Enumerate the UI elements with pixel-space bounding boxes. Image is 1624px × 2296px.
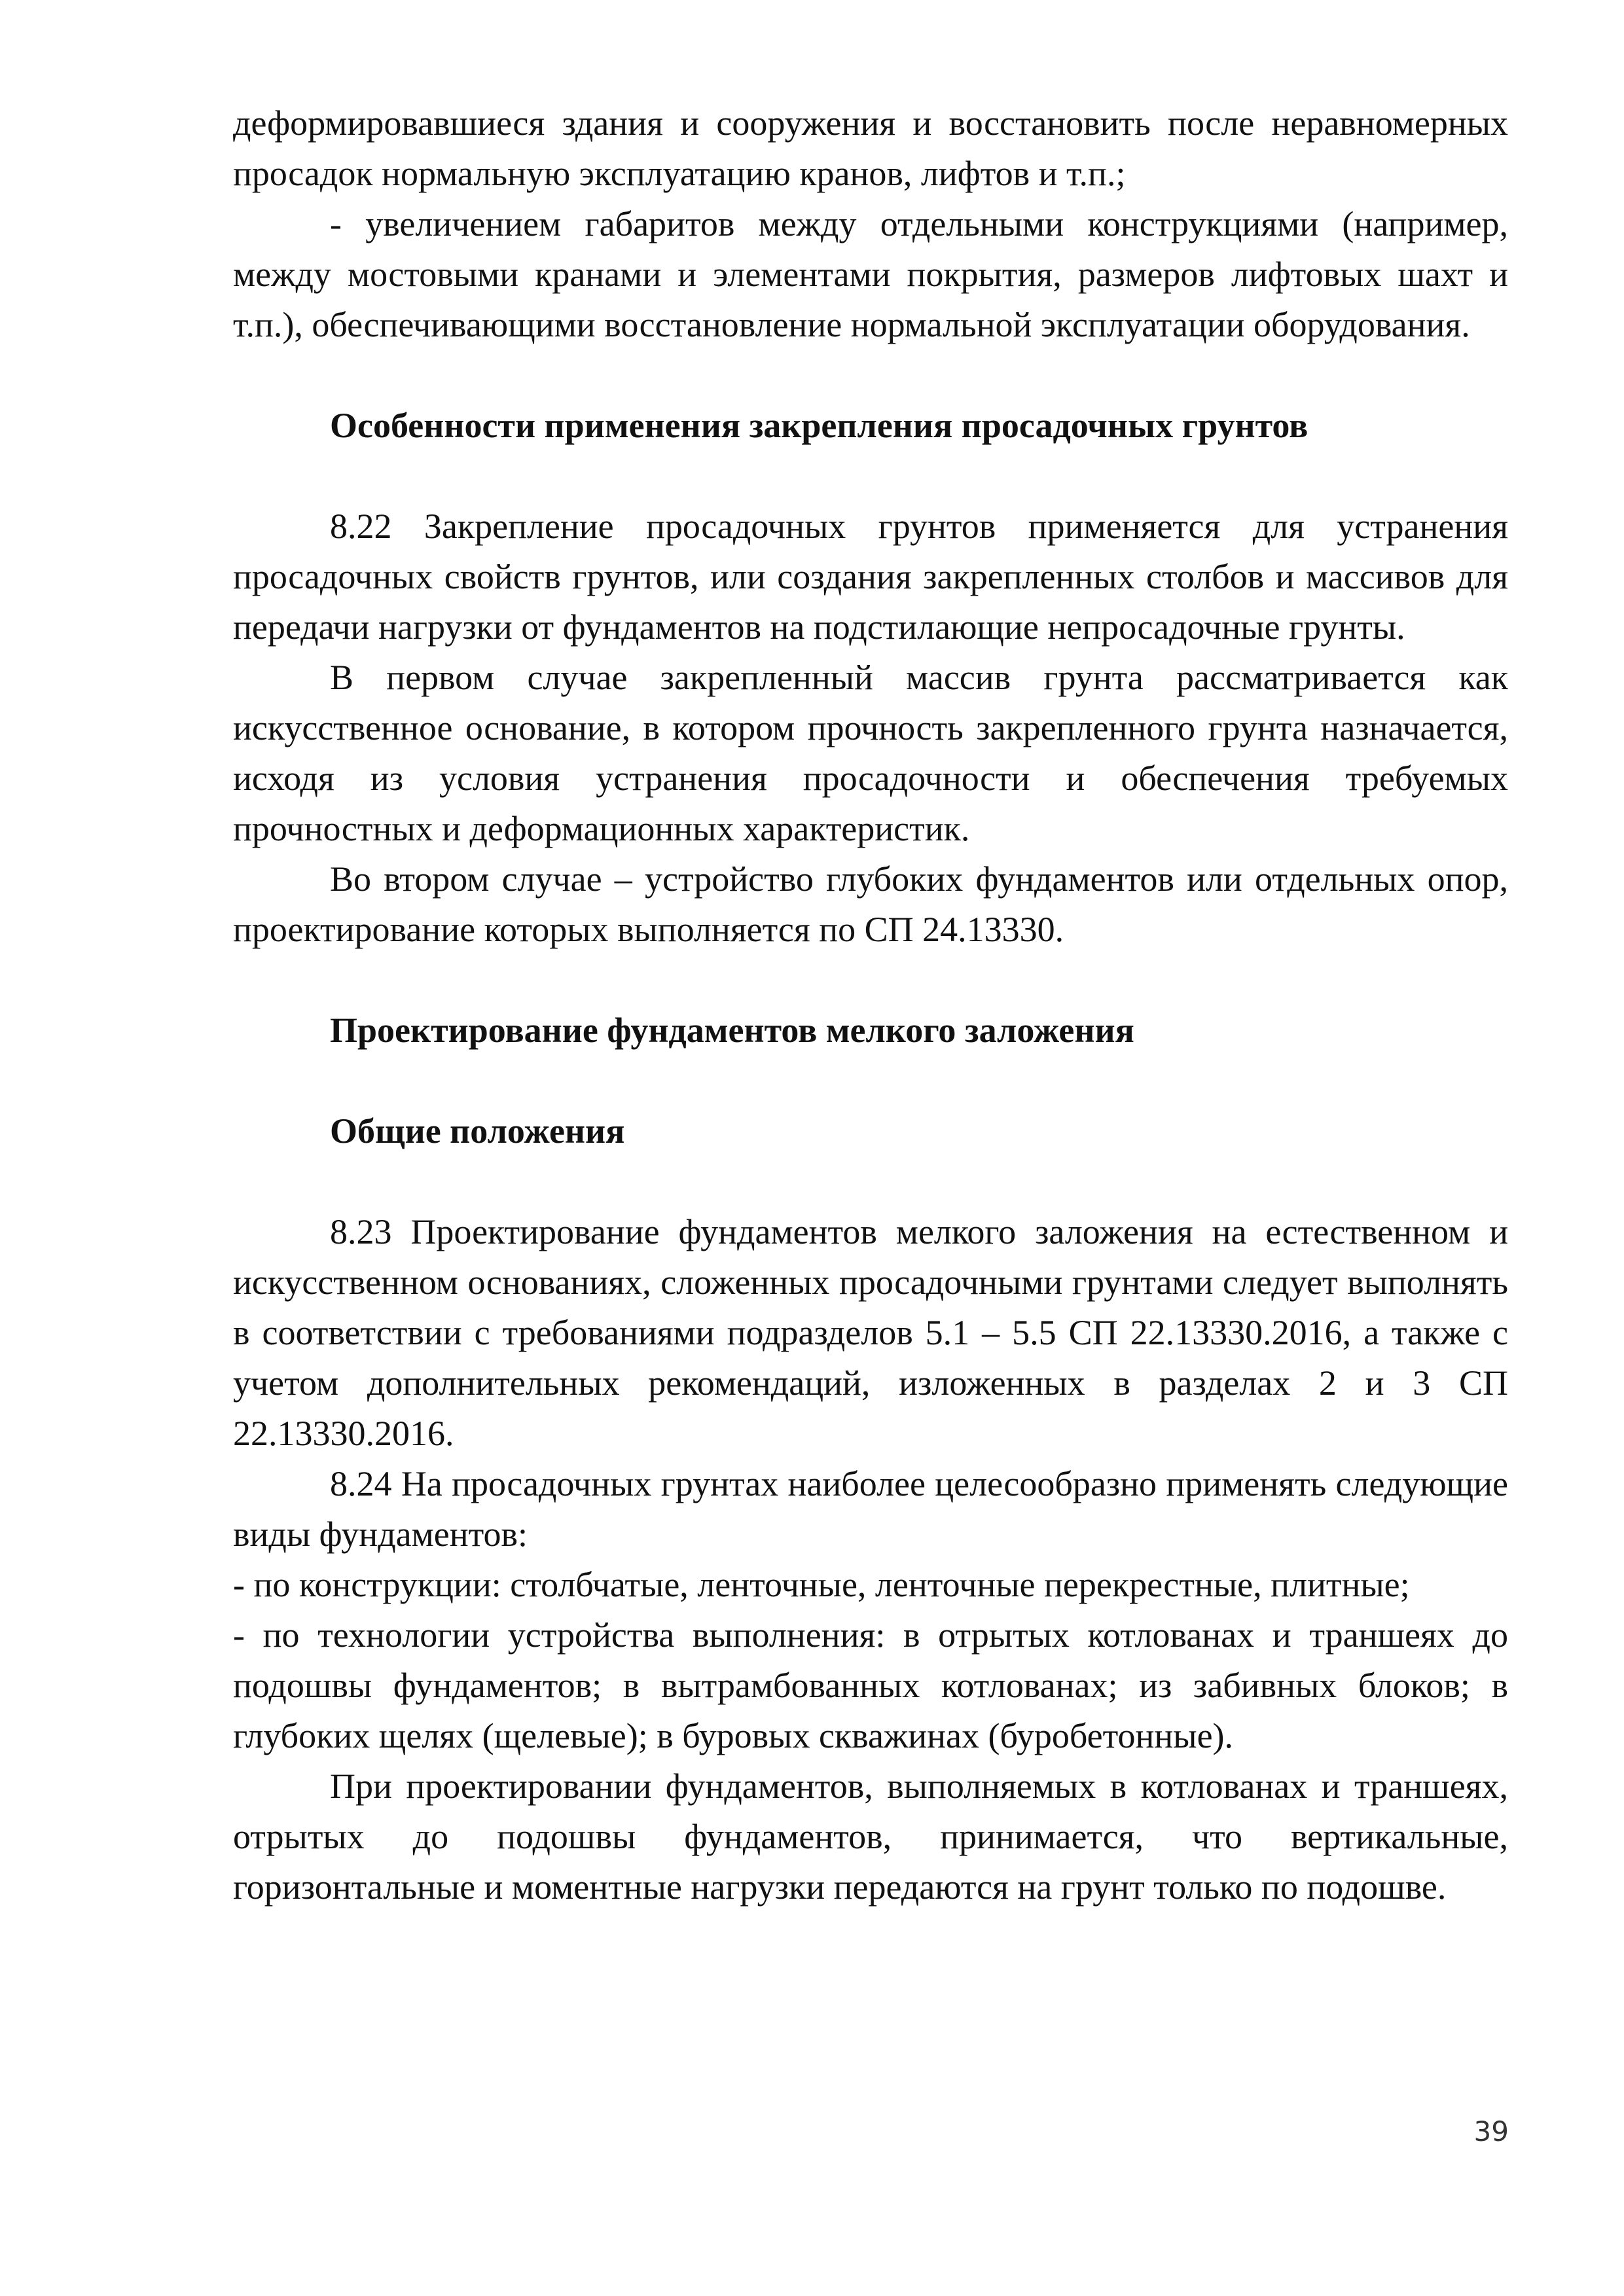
section-heading-soil-fixing: Особенности применения закрепления просадочных грунтов (330, 406, 1308, 445)
paragraph-loads-transfer: При проектировании фундаментов, выполняемых в котлованах и траншеях, отрытых до подошвы фундаментов, принимается, что вертикальные, горизонтальные и моментные нагрузки передаются на грунт только по подошве. (233, 1767, 1508, 1907)
section-heading-shallow-foundations: Проектирование фундаментов мелкого заложения (330, 1011, 1134, 1050)
paragraph-8-24: 8.24 На просадочных грунтах наиболее целесообразно применять следующие виды фундаментов: (233, 1464, 1508, 1554)
subsection-heading-general: Общие положения (330, 1111, 625, 1151)
page-number: 39 (1473, 2115, 1509, 2147)
list-item-by-construction: - по конструкции: столбчатые, ленточные, ленточные перекрестные, плитные; (233, 1565, 1410, 1604)
paragraph-list-item-dimensions: - увеличением габаритов между отдельными конструкциями (например, между мостовыми кранами и элементами покрытия, размеров лифтовых шахт и т.п.), обеспечивающими восстановление нормальной эксплуатации оборудования. (233, 204, 1508, 344)
paragraph-first-case: В первом случае закрепленный массив грунта рассматривается как искусственное основание, в котором прочность закрепленного грунта назначается, исходя из условия устранения просадочности и обеспечения требуемых прочностных и деформационных характеристик. (233, 658, 1508, 848)
paragraph-8-23: 8.23 Проектирование фундаментов мелкого заложения на естественном и искусственном основаниях, сложенных просадочными грунтами следует выполнять в соответствии с требованиями подразделов 5.1 – 5.5 СП 22.13330.2016, а также с учетом дополнительных рекомендаций, изложенных в разделах 2 и 3 СП 22.13330.2016. (233, 1212, 1508, 1453)
paragraph-8-22: 8.22 Закрепление просадочных грунтов применяется для устранения просадочных свойств грунтов, или создания закрепленных столбов и массивов для передачи нагрузки от фундаментов на подстилающие непросадочные грунты. (233, 507, 1508, 647)
list-item-by-technology: - по технологии устройства выполнения: в отрытых котлованах и траншеях до подошвы фундаментов; в вытрамбованных котлованах; из забивных блоков; в глубоких щелях (щелевые); в буровых скважинах (буробетонные). (233, 1615, 1508, 1755)
paragraph-continuation: деформировавшиеся здания и сооружения и восстановить после неравномерных просадок нормальную эксплуатацию кранов, лифтов и т.п.; (233, 103, 1508, 193)
page-body (233, 98, 1508, 1912)
paragraph-second-case: Во втором случае – устройство глубоких фундаментов или отдельных опор, проектирование которых выполняется по СП 24.13330. (233, 859, 1508, 949)
